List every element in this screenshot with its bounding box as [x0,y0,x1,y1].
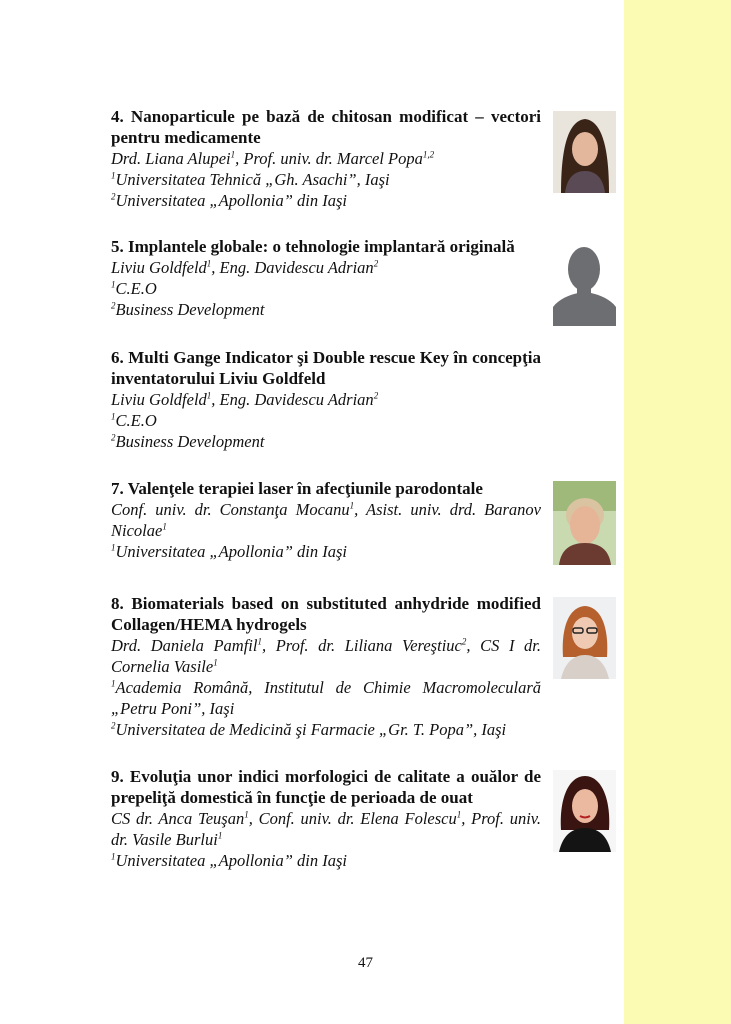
side-color-band [624,0,731,1024]
entry-authors: Drd. Daniela Pamfil$^1$, Prof. dr. Liliana Vereştiuc$^2$, CS I dr. Cornelia Vasile$^1$ [111,636,542,676]
entry-authors: Liviu Goldfeld$^1$, Eng. Davidescu Adrian$^2$ [111,258,379,277]
entry-title: 8. Biomaterials based on substituted anhydride modified Collagen/HEMA hydrogels [111,594,541,634]
author-photo [553,111,616,193]
abstract-entry [111,347,541,452]
placeholder-silhouette-icon [553,241,616,326]
entry-affiliation: $^2$Business Development [111,432,265,451]
entry-affiliation: $^2$Business Development [111,300,265,319]
entry-affiliation: $^2$Universitatea de Medicină şi Farmacie „Gr. T. Popa”, Iaşi [111,720,507,739]
author-photo [553,481,616,565]
entry-affiliation: $^1$C.E.O [111,411,157,430]
entry-authors: Conf. univ. dr. Constanţa Mocanu$^1$, Asist. univ. drd. Baranov Nicolae$^1$ [111,500,542,540]
entry-affiliation: $^1$Universitatea „Apollonia” din Iaşi [111,542,347,561]
entry-affiliation: $^1$Universitatea Tehnică „Gh. Asachi”, Iaşi [111,170,390,189]
entry-title: 9. Evoluţia unor indici morfologici de calitate a ouălor de prepeliţă domestică în funcţie de perioada de ouat [111,767,541,807]
entry-authors: Drd. Liana Alupei$^1$, Prof. univ. dr. Marcel Popa$^{1,2}$ [111,149,435,168]
abstract-entry [111,236,541,320]
entry-affiliation: $^1$Academia Română, Institutul de Chimie Macromoleculară „Petru Poni”, Iaşi [111,678,541,718]
author-photo [553,770,616,852]
abstract-entry [111,593,541,740]
entry-affiliation: $^2$Universitatea „Apollonia” din Iaşi [111,191,347,210]
abstract-entry [111,106,541,211]
entry-authors: Liviu Goldfeld$^1$, Eng. Davidescu Adrian$^2$ [111,390,379,409]
entry-title: 7. Valenţele terapiei laser în afecţiunile parodontale [111,479,483,498]
entry-authors: CS dr. Anca Teuşan$^1$, Conf. univ. dr. Elena Folescu$^1$, Prof. univ. dr. Vasile Burlui$^1$ [111,809,542,849]
entry-affiliation: $^1$C.E.O [111,279,157,298]
author-photo [553,597,616,679]
entry-affiliation: $^1$Universitatea „Apollonia” din Iaşi [111,851,347,870]
entry-title: 4. Nanoparticule pe bază de chitosan modificat – vectori pentru medicamente [111,107,541,147]
entry-title: 6. Multi Gange Indicator şi Double rescue Key în concepţia inventatorului Liviu Goldfeld [111,348,541,388]
abstract-entry [111,766,541,871]
abstract-entry [111,478,541,562]
page-number: 47 [358,955,373,971]
entry-title: 5. Implantele globale: o tehnologie implantară originală [111,237,515,256]
